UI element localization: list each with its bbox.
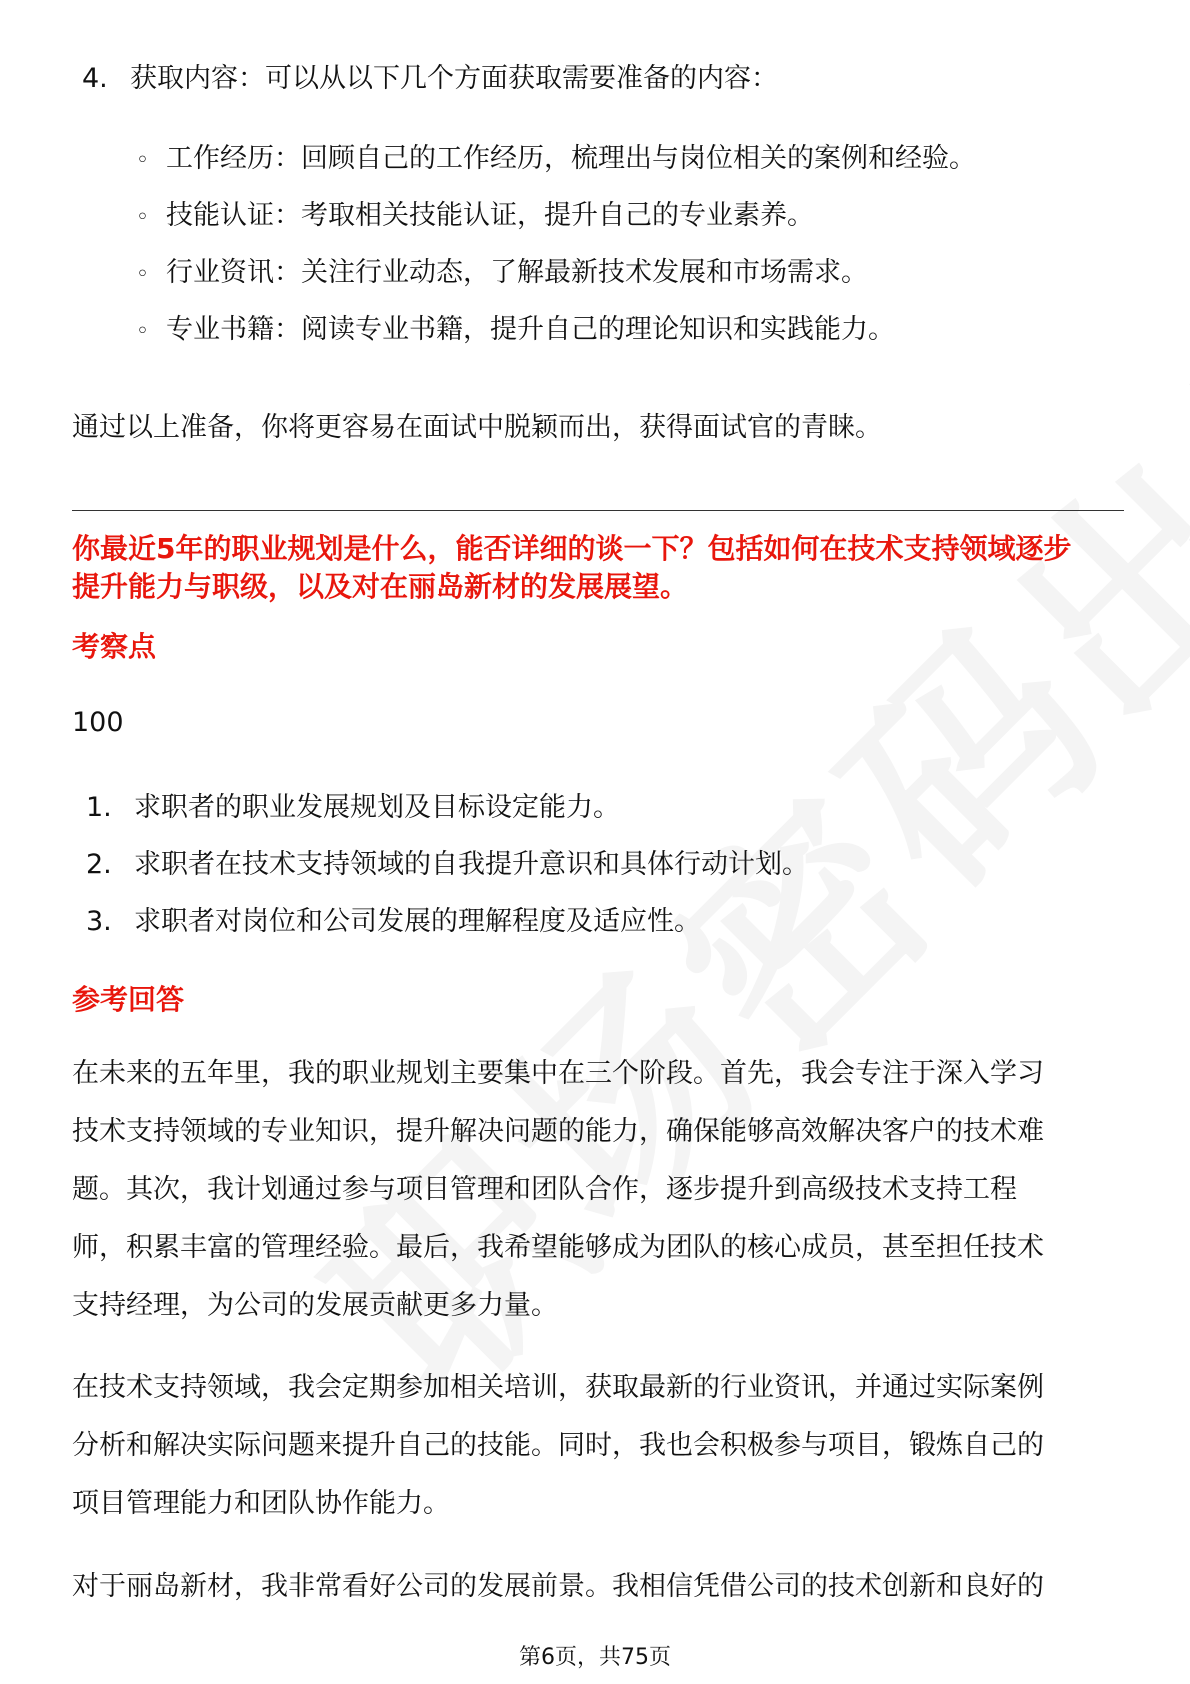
sub-list-text: 专业书籍：阅读专业书籍，提升自己的理论知识和实践能力。: [166, 314, 895, 345]
question-heading: [72, 530, 1132, 606]
answer-paragraph-3: [72, 1558, 1044, 1616]
sub-list-text: 行业资讯：关注行业动态，了解最新技术发展和市场需求。: [166, 257, 868, 288]
list-number: 3.: [86, 906, 112, 937]
assessment-score: 100: [72, 707, 124, 738]
bullet-icon: ◦: [136, 148, 149, 173]
sub-list-item: [136, 187, 814, 247]
list-text: 获取内容：可以从以下几个方面获取需要准备的内容：: [130, 63, 778, 94]
sub-list-item: [136, 244, 868, 304]
list-text: 求职者的职业发展规划及目标设定能力。: [134, 792, 620, 823]
assessment-point: [86, 779, 620, 837]
bullet-icon: ◦: [136, 319, 149, 344]
bullet-icon: ◦: [136, 262, 149, 287]
paragraph-line: 项目管理能力和团队协作能力。: [72, 1488, 450, 1519]
paragraph-line: 在技术支持领域，我会定期参加相关培训，获取最新的行业资讯，并通过实际案例: [72, 1372, 1044, 1403]
conclusion-text: 通过以上准备，你将更容易在面试中脱颖而出，获得面试官的青睐。: [72, 412, 882, 443]
paragraph-line: 题。其次，我计划通过参与项目管理和团队合作，逐步提升到高级技术支持工程: [72, 1174, 1017, 1205]
bullet-icon: ◦: [136, 205, 149, 230]
section-divider: [72, 510, 1124, 511]
paragraph-line: 技术支持领域的专业知识，提升解决问题的能力，确保能够高效解决客户的技术难: [72, 1116, 1044, 1147]
paragraph-line: 支持经理，为公司的发展贡献更多力量。: [72, 1290, 558, 1321]
sub-list-item: [136, 301, 895, 361]
page-footer: 第6页，共75页: [519, 1645, 671, 1670]
list-text: 求职者对岗位和公司发展的理解程度及适应性。: [134, 906, 701, 937]
paragraph-line: 师，积累丰富的管理经验。最后，我希望能够成为团队的核心成员，甚至担任技术: [72, 1232, 1044, 1263]
list-text: 求职者在技术支持领域的自我提升意识和具体行动计划。: [134, 849, 809, 880]
sub-list-text: 工作经历：回顾自己的工作经历，梳理出与岗位相关的案例和经验。: [166, 143, 976, 174]
assessment-point: [86, 893, 701, 951]
assessment-point: [86, 836, 809, 894]
list-number: 1.: [86, 792, 112, 823]
question-line: 提升能力与职级，以及对在丽岛新材的发展展望。: [72, 570, 689, 603]
sub-list-item: [136, 130, 976, 190]
list-number: 2.: [86, 849, 112, 880]
list-number: 4.: [82, 63, 108, 94]
answer-paragraph-2: [72, 1359, 1044, 1533]
paragraph-line: 对于丽岛新材，我非常看好公司的发展前景。我相信凭借公司的技术创新和良好的: [72, 1571, 1044, 1602]
list-item-4: [82, 50, 778, 108]
assessment-heading: 考察点: [72, 630, 157, 663]
sub-list-text: 技能认证：考取相关技能认证，提升自己的专业素养。: [166, 200, 814, 231]
answer-heading: 参考回答: [72, 983, 185, 1016]
question-line: 你最近5年的职业规划是什么，能否详细的谈一下？包括如何在技术支持领域逐步: [72, 532, 1072, 565]
paragraph-line: 分析和解决实际问题来提升自己的技能。同时，我也会积极参与项目，锻炼自己的: [72, 1430, 1044, 1461]
paragraph-line: 在未来的五年里，我的职业规划主要集中在三个阶段。首先，我会专注于深入学习: [72, 1058, 1044, 1089]
answer-paragraph-1: [72, 1045, 1044, 1335]
